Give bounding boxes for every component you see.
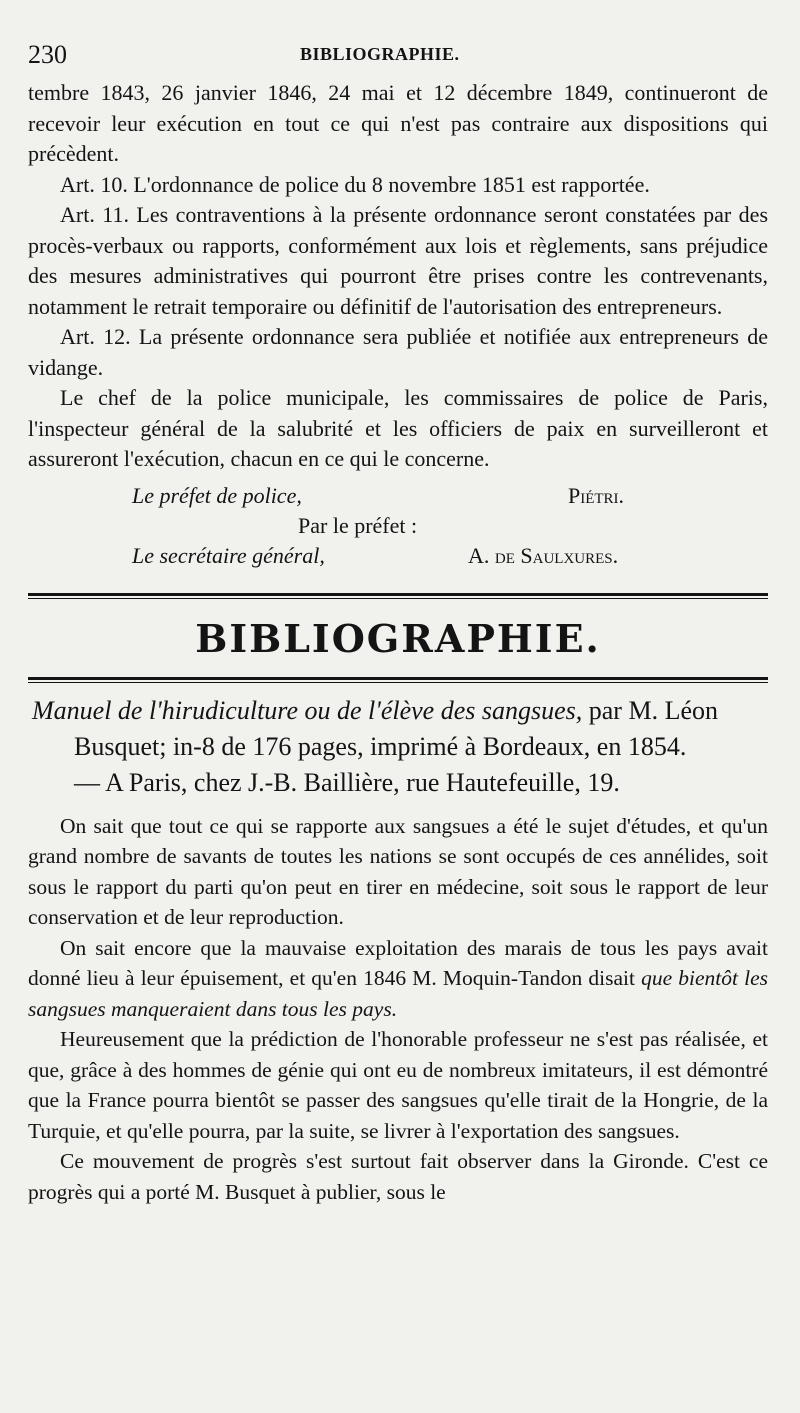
ordinance-continuation: [28, 78, 768, 475]
paragraph-article-12: Art. 12. La présente ordonnance sera publiée et notifiée aux entrepreneurs de vidange.: [28, 324, 768, 380]
running-title: BIBLIOGRAPHIE.: [300, 44, 460, 64]
review-paragraph-2-text: On sait encore que la mauvaise exploitation des marais de tous les pays avait donné lieu à leur épuisement, et qu'en 1846 M. Moquin-Tandon disait: [28, 935, 768, 990]
running-head: [28, 38, 768, 78]
section-heading: BIBLIOGRAPHIE.: [195, 615, 601, 661]
book-reference: [28, 693, 768, 801]
paragraph-article-10: Art. 10. L'ordonnance de police du 8 novembre 1851 est rapportée.: [60, 171, 650, 197]
section-rule-top: [28, 593, 768, 599]
book-publisher: — A Paris, chez J.-B. Baillière, rue Hautefeuille, 19.: [74, 767, 620, 797]
secretary-name: A. de Saulxures.: [468, 542, 619, 568]
review-paragraph-2-quote: que bientôt les sangsues manqueraient dans tous les pays.: [28, 966, 768, 1021]
secretary-title: Le secrétaire général,: [132, 542, 325, 568]
section-rule-bottom: [28, 677, 768, 683]
book-author-start: par M. Léon: [582, 695, 719, 725]
page-number: 230: [28, 40, 67, 69]
book-reference-line-2: Busquet; in-8 de 176 pages, imprimé à Bordeaux, en 1854.: [74, 731, 687, 761]
signature-line-by-prefect: [28, 513, 768, 543]
review-paragraph-1: On sait que tout ce qui se rapporte aux sangsues a été le sujet d'études, et qu'un grand nombre de savants de toutes les nations se sont occupés de ces annélides, soit sous le rapport du parti qu'on peut en tirer en médecine, soit sous le rapport de leur conservation et de leur reproduction.: [28, 813, 768, 929]
book-title: Manuel de l'hirudiculture ou de l'élève des sangsues,: [32, 695, 583, 725]
review-text: [28, 811, 768, 1208]
paragraph-execution: Le chef de la police municipale, les commissaires de police de Paris, l'inspecteur général de la salubrité et les officiers de paix en surveilleront et assureront l'exécution, chacun en ce qui le concerne.: [28, 385, 768, 471]
prefect-name: Piétri.: [568, 482, 625, 508]
by-prefect: Par le préfet :: [298, 512, 418, 538]
document-page: [28, 38, 768, 1398]
review-paragraph-2: [28, 933, 768, 1025]
book-reference-line-1: [28, 693, 768, 729]
paragraph-continuation: tembre 1843, 26 janvier 1846, 24 mai et 12 décembre 1849, continueront de recevoir leur exécution en tout ce qui n'est pas contraire aux dispositions qui précèdent.: [28, 80, 768, 166]
signature-line-prefect: [28, 483, 768, 513]
prefect-title: Le préfet de police,: [132, 482, 302, 508]
review-paragraph-3: Heureusement que la prédiction de l'honorable professeur ne s'est pas réalisée, et que, grâce à des hommes de génie qui ont eu de nombreux imitateurs, il est démontré que la France pourra bientôt se passer des sangsues qu'elle tirait de la Hongrie, de la Turquie, et qu'elle pourra, par la suite, se livrer à l'exportation des sangsues.: [28, 1027, 768, 1143]
review-paragraph-4: Ce mouvement de progrès s'est surtout fait observer dans la Gironde. C'est ce progrès qui a porté M. Busquet à publier, sous le: [28, 1149, 768, 1204]
paragraph-article-11: Art. 11. Les contraventions à la présente ordonnance seront constatées par des procès-verbaux ou rapports, conformément aux lois et règlements, sans préjudice des mesures administratives qui pourront être prises contre les contrevenants, notamment le retrait temporaire ou définitif de l'autorisation des entrepreneurs.: [28, 202, 768, 319]
signature-line-secretary: [28, 543, 768, 573]
signature-block: [28, 483, 768, 573]
